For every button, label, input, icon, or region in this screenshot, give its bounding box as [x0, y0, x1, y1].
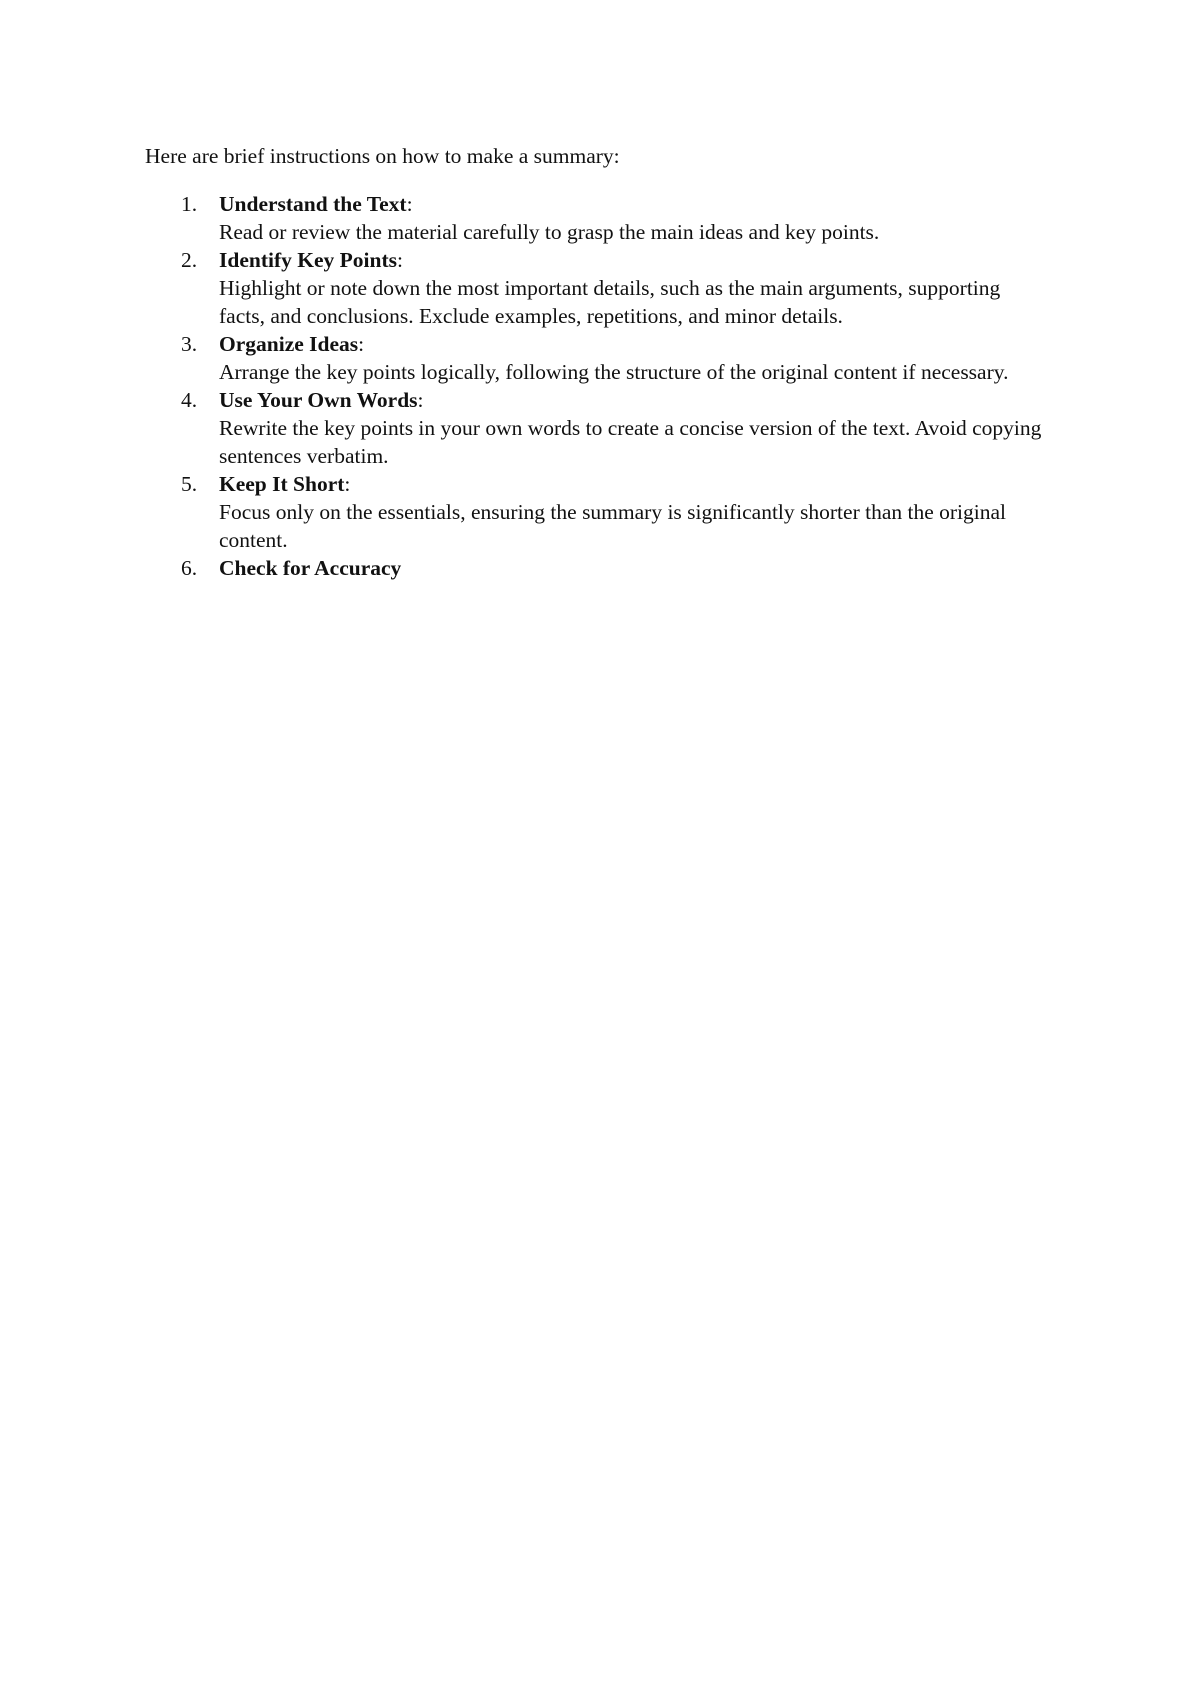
list-item-title: Check for Accuracy [219, 556, 402, 580]
list-item-title: Identify Key Points [219, 248, 397, 272]
list-item-description: Rewrite the key points in your own words to create a concise version of the text. Avoid copying sentences verbatim. [219, 416, 1042, 468]
steps-list [145, 190, 1045, 582]
list-item [145, 330, 1045, 386]
list-item-number: 3. [181, 332, 198, 356]
list-item-title: Use Your Own Words [219, 388, 418, 412]
list-item-number: 1. [181, 192, 198, 216]
list-item [145, 386, 1045, 470]
list-item-colon: : [358, 332, 365, 356]
list-item [145, 190, 1045, 246]
document-body [145, 142, 1045, 582]
list-item-number: 5. [181, 472, 198, 496]
list-item-title: Organize Ideas [219, 332, 359, 356]
list-item-title: Keep It Short [219, 472, 345, 496]
list-item-description: Focus only on the essentials, ensuring the summary is significantly shorter than the original content. [219, 500, 1007, 552]
list-item-colon: : [344, 472, 351, 496]
list-item-colon: : [396, 248, 403, 272]
list-item-description: Read or review the material carefully to grasp the main ideas and key points. [219, 220, 880, 244]
list-item [145, 554, 1045, 582]
list-item-number: 6. [181, 556, 198, 580]
list-item [145, 246, 1045, 330]
list-item-colon: : [406, 192, 413, 216]
intro-paragraph: Here are brief instructions on how to make a summary: [145, 144, 620, 168]
list-item-description: Arrange the key points logically, following the structure of the original content if necessary. [219, 360, 1009, 384]
list-item-number: 2. [181, 248, 198, 272]
list-item-colon: : [417, 388, 424, 412]
list-item-title: Understand the Text [219, 192, 407, 216]
list-item-number: 4. [181, 388, 198, 412]
list-item-description: Highlight or note down the most important details, such as the main arguments, supporting facts, and conclusions. Exclude examples, repetitions, and minor details. [219, 276, 1001, 328]
list-item [145, 470, 1045, 554]
